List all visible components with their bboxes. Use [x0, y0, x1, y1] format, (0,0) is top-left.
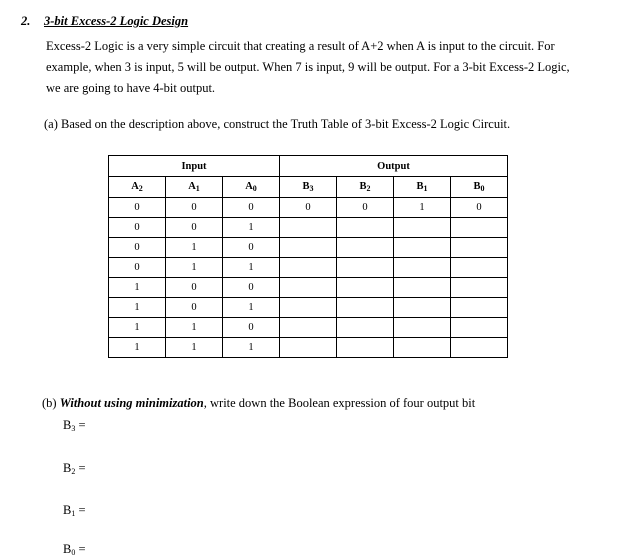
output-cell[interactable] [337, 238, 394, 258]
column-header-subscript: 1 [195, 184, 200, 193]
column-header-var: B [473, 181, 481, 192]
output-cell[interactable] [337, 338, 394, 358]
part-b-prompt [42, 396, 475, 411]
expression-subscript: 3 [71, 424, 76, 433]
column-header [280, 177, 337, 198]
output-cell[interactable] [451, 218, 508, 238]
column-header [451, 177, 508, 198]
input-cell: 0 [109, 238, 166, 258]
output-cell[interactable] [337, 218, 394, 238]
part-a-prompt: (a) Based on the description above, construct the Truth Table of 3-bit Excess-2 Logic Circuit. [44, 117, 511, 131]
input-cell: 1 [166, 318, 223, 338]
table-row [109, 318, 508, 338]
intro-line: we are going to have 4-bit output. [46, 81, 216, 95]
input-cell: 0 [223, 278, 280, 298]
table-row [109, 238, 508, 258]
output-group-header: Output [280, 156, 508, 177]
column-header-subscript: 0 [480, 184, 485, 193]
intro-line: example, when 3 is input, 5 will be output. When 7 is input, 9 will be output. For a 3-bit Excess-2 Logic, [46, 60, 570, 74]
input-cell: 0 [109, 198, 166, 218]
output-cell[interactable]: 0 [451, 198, 508, 218]
table-row [109, 278, 508, 298]
column-header [337, 177, 394, 198]
column-header-var: B [302, 181, 310, 192]
expression-var: B [63, 503, 72, 517]
output-cell[interactable] [280, 278, 337, 298]
input-cell: 1 [166, 258, 223, 278]
expression-equals: = [75, 542, 86, 556]
table-group-header-row [109, 156, 508, 177]
column-header-subscript: 3 [309, 184, 314, 193]
expression-b2 [63, 461, 86, 476]
output-cell[interactable] [451, 238, 508, 258]
output-cell[interactable] [451, 278, 508, 298]
table-row [109, 338, 508, 358]
output-cell[interactable]: 0 [337, 198, 394, 218]
input-group-header: Input [109, 156, 280, 177]
expression-b1 [63, 503, 86, 518]
part-b-rest: , write down the Boolean expression of four output bit [203, 396, 476, 410]
output-cell[interactable] [337, 298, 394, 318]
output-cell[interactable] [280, 258, 337, 278]
output-cell[interactable] [394, 278, 451, 298]
output-cell[interactable] [280, 218, 337, 238]
expression-equals: = [75, 461, 86, 475]
output-cell[interactable] [394, 258, 451, 278]
output-cell[interactable] [451, 318, 508, 338]
column-header-var: A [245, 181, 253, 192]
input-cell: 1 [166, 238, 223, 258]
column-header [394, 177, 451, 198]
part-b-prefix: (b) [42, 396, 60, 410]
output-cell[interactable] [394, 298, 451, 318]
output-cell[interactable] [280, 318, 337, 338]
intro-line: Excess-2 Logic is a very simple circuit that creating a result of A+2 when A is input to the circuit. For [46, 39, 555, 53]
expression-equals: = [75, 503, 86, 517]
output-cell[interactable] [394, 338, 451, 358]
column-header-var: B [359, 181, 367, 192]
input-cell: 0 [166, 278, 223, 298]
column-header-var: B [416, 181, 424, 192]
expression-var: B [63, 418, 72, 432]
expression-subscript: 0 [71, 548, 76, 557]
table-column-header-row [109, 177, 508, 198]
output-cell[interactable] [451, 258, 508, 278]
input-cell: 0 [109, 258, 166, 278]
column-header-var: A [188, 181, 196, 192]
input-cell: 1 [166, 338, 223, 358]
output-cell[interactable] [280, 238, 337, 258]
column-header [166, 177, 223, 198]
input-cell: 1 [223, 338, 280, 358]
question-number: 2. [21, 14, 31, 28]
column-header [223, 177, 280, 198]
expression-var: B [63, 542, 72, 556]
input-cell: 0 [109, 218, 166, 238]
output-cell[interactable] [337, 318, 394, 338]
column-header-subscript: 0 [252, 184, 257, 193]
output-cell[interactable] [394, 218, 451, 238]
input-cell: 0 [166, 298, 223, 318]
input-cell: 1 [109, 338, 166, 358]
expression-var: B [63, 461, 72, 475]
input-cell: 1 [109, 318, 166, 338]
input-cell: 0 [166, 198, 223, 218]
table-row [109, 198, 508, 218]
expression-b0 [63, 542, 86, 557]
expression-subscript: 1 [71, 509, 76, 518]
input-cell: 1 [223, 218, 280, 238]
input-cell: 0 [166, 218, 223, 238]
part-b-emphasis: Without using minimization [59, 396, 204, 410]
table-row [109, 298, 508, 318]
column-header-var: A [131, 181, 139, 192]
input-cell: 1 [223, 258, 280, 278]
input-cell: 0 [223, 318, 280, 338]
expression-equals: = [75, 418, 86, 432]
output-cell[interactable] [280, 298, 337, 318]
input-cell: 1 [223, 298, 280, 318]
output-cell[interactable] [394, 318, 451, 338]
output-cell[interactable] [451, 298, 508, 318]
column-header-subscript: 2 [138, 184, 143, 193]
output-cell[interactable]: 1 [394, 198, 451, 218]
input-cell: 1 [109, 278, 166, 298]
input-cell: 0 [223, 198, 280, 218]
input-cell: 0 [223, 238, 280, 258]
input-cell: 1 [109, 298, 166, 318]
column-header-subscript: 1 [423, 184, 428, 193]
question-title: 3-bit Excess-2 Logic Design [44, 14, 189, 28]
table-row [109, 218, 508, 238]
output-cell[interactable] [337, 258, 394, 278]
question-intro [46, 36, 606, 99]
output-cell[interactable] [394, 238, 451, 258]
column-header-subscript: 2 [366, 184, 371, 193]
expression-subscript: 2 [71, 467, 76, 476]
expression-b3 [63, 418, 86, 433]
truth-table [108, 155, 508, 358]
output-cell[interactable] [451, 338, 508, 358]
output-cell[interactable]: 0 [280, 198, 337, 218]
table-row [109, 258, 508, 278]
output-cell[interactable] [280, 338, 337, 358]
output-cell[interactable] [337, 278, 394, 298]
column-header [109, 177, 166, 198]
